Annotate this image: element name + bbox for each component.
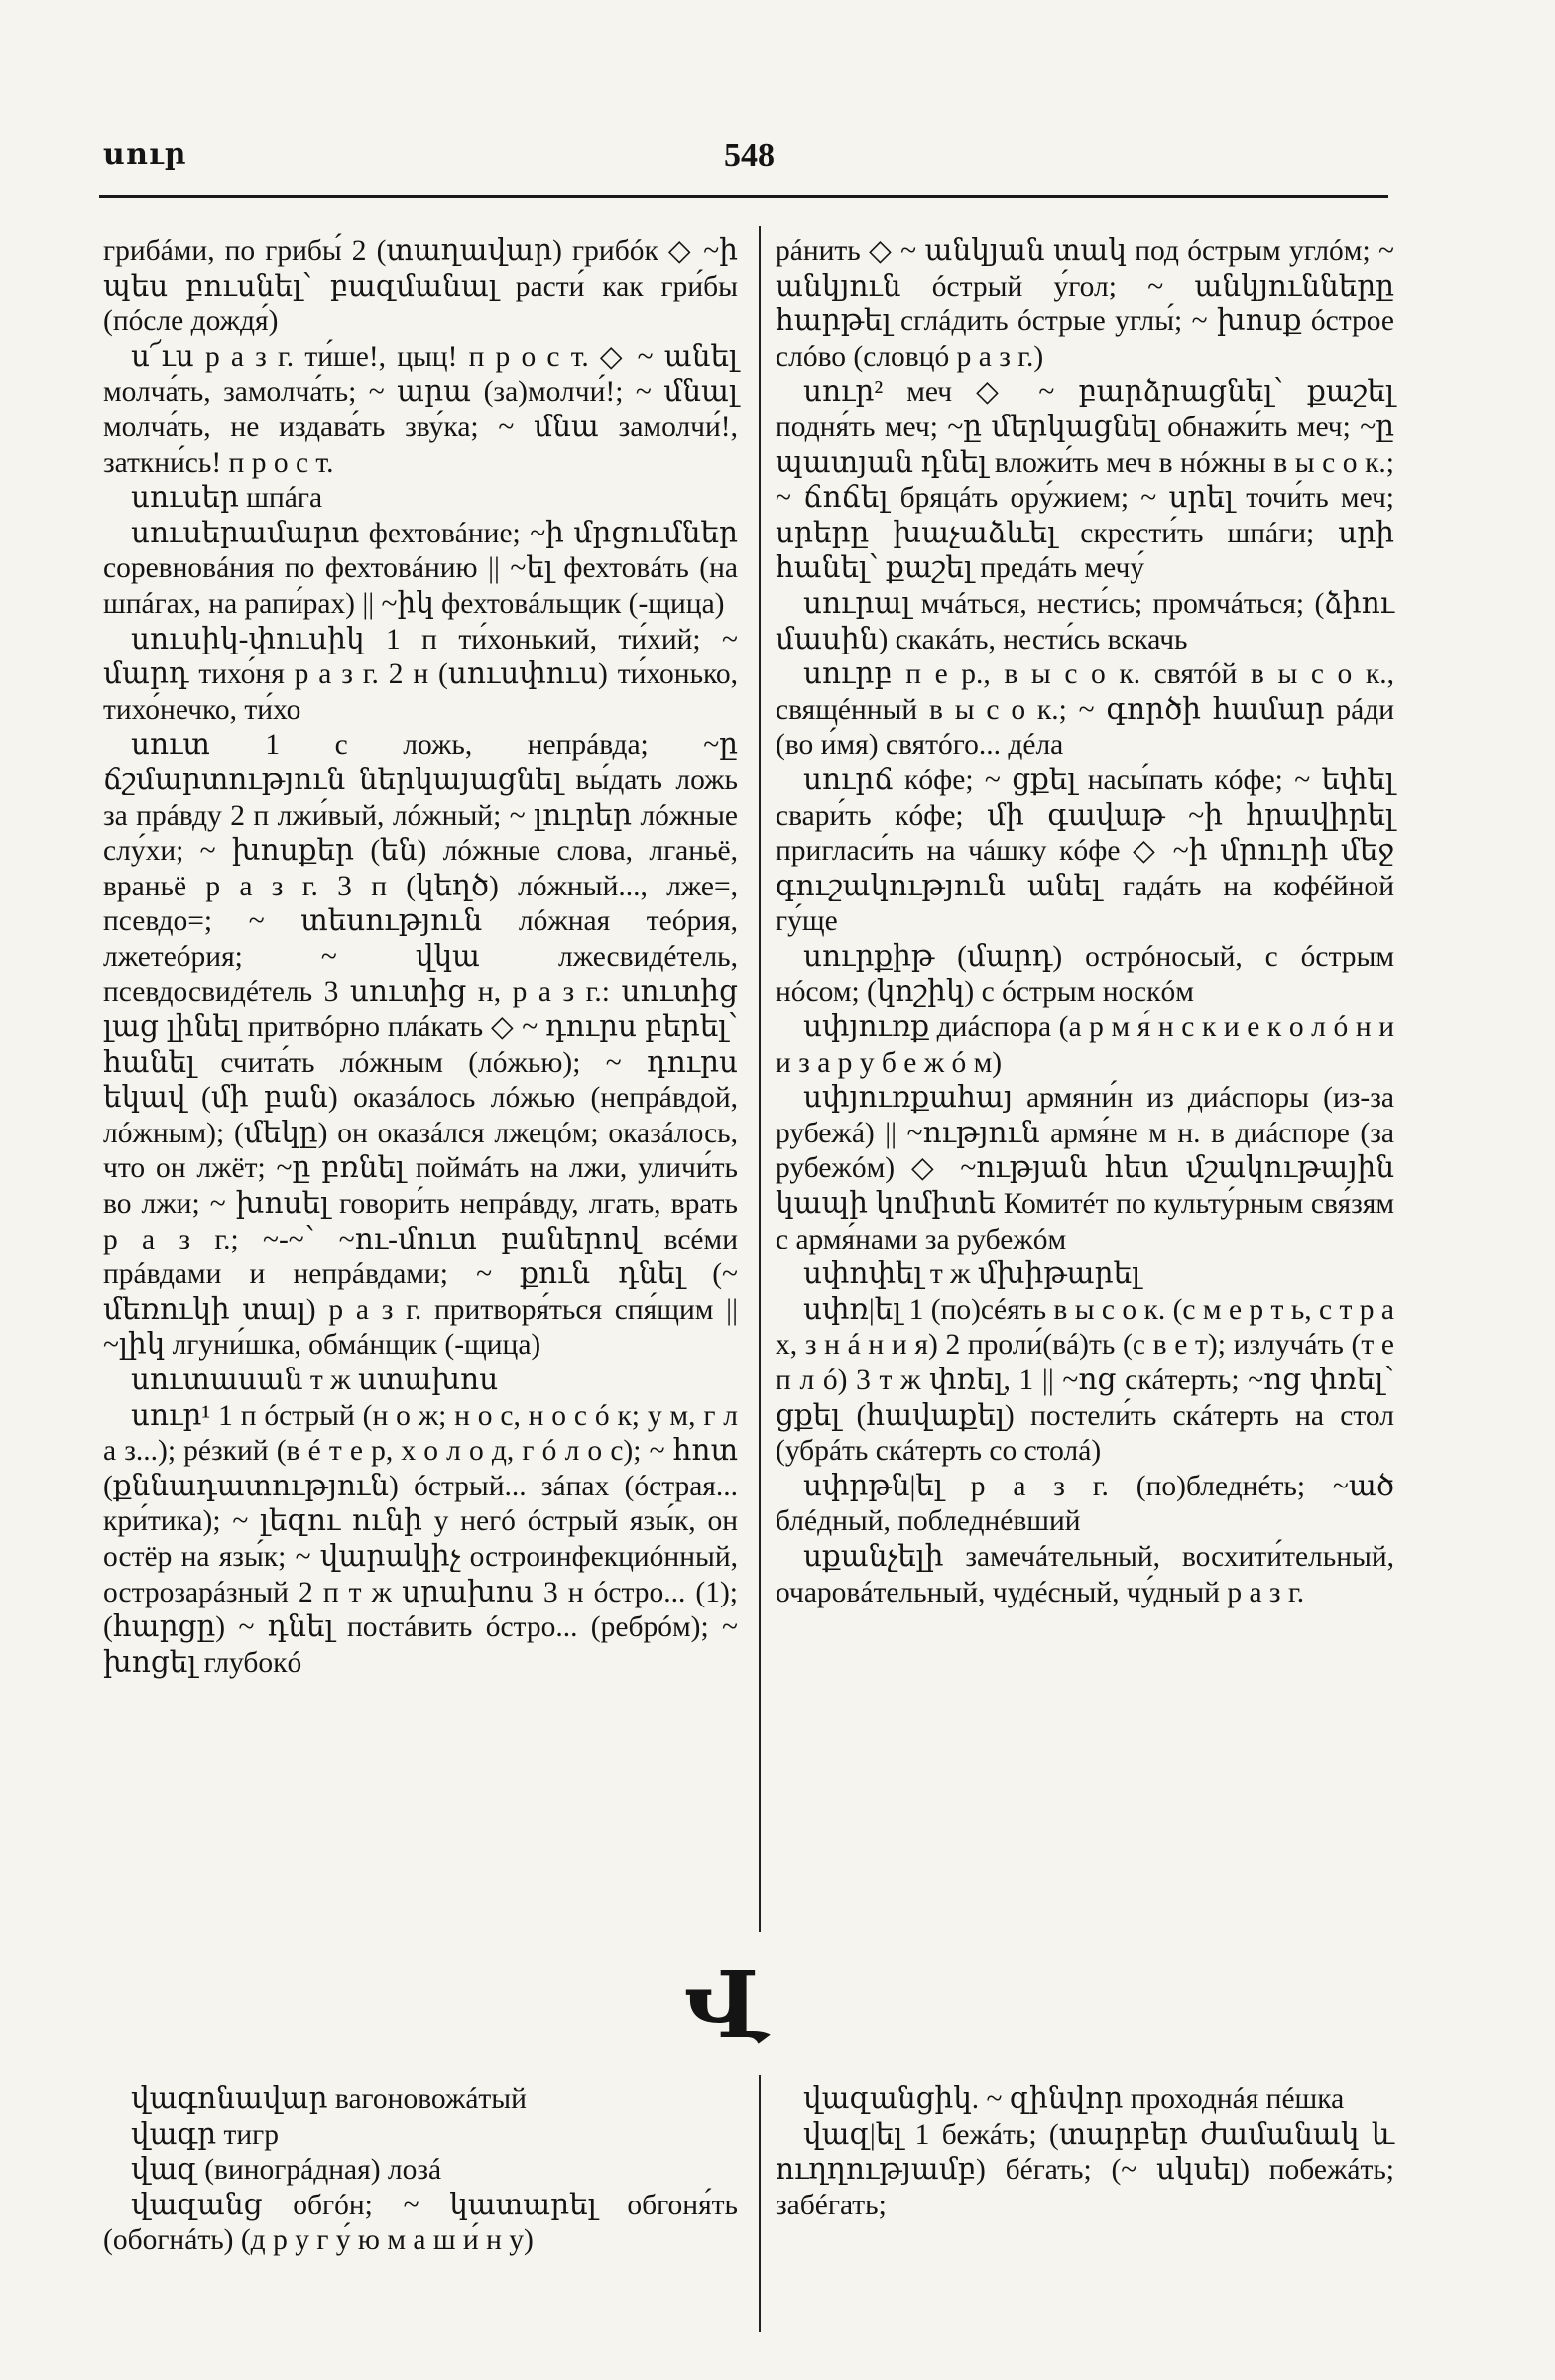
right-column (776, 234, 1394, 1610)
entry: սփրթն|ել р а з г. (по)бледнéть; ~ած блéдный, побледнéвший (776, 1470, 1394, 1538)
entry: վազանց обгóн; ~ կատարել обгоня́ть (обогнáть) (д р у г у́ ю м а ш и́ н у) (103, 2189, 738, 2257)
entry: սուրբ п е р., в ы с о к. святóй в ы с о к., свящéнный в ы с о к.; ~ գործի համար рáди (во и́мя) святóго... дéла (776, 658, 1394, 762)
entry: վազ (виногрáдная) лозá (131, 2154, 442, 2187)
entry: վագր тигр (131, 2118, 279, 2151)
entry: վազ|ել 1 бежáть; (տարբեր ժամանակ և ուղղությամբ) бéгать; (~ սկսել) побежáть; забéгать; (776, 2118, 1394, 2221)
entry: ս՜ւս р а з г. ти́ше!, цыц! п р о с т. ◇ ~ անել молча́ть, замолча́ть; ~ արա (за)молчи́!; ~ մնալ молча́ть, не издава́ть зву́ка; ~ մնա замолчи́!, заткни́сь! п р о с т. (103, 340, 738, 479)
column-divider-top (759, 226, 761, 1932)
entry: սուսիկ-փուսիկ 1 п ти́хонький, ти́хий; ~ մարդ тихо́ня р а з г. 2 н (սուսփուս) ти́хонько, тихо́нечко, ти́хо (103, 623, 738, 726)
entry: սուրճ кóфе; ~ ցքել насы́пать кóфе; ~ եփել свари́ть кóфе; մի գավաթ ~ի հրավիրել пригласи́ть на чáшку кóфе ◇ ~ի մրուրի մեջ գուշակություն անել гадáть на кофéйной гу́ще (776, 764, 1394, 938)
entry: սփյուռքահայ армяни́н из диáспоры (из-за рубежá) || ~ություն армя́не м н. в диáспоре (за рубежóм) ◇ ~ության հետ մշակութային կապի կոմիտե Комитéт по культу́рным свя́зям с армя́нами за рубежóм (776, 1082, 1394, 1255)
entry: грибáми, по грибы́ 2 (տաղավար) грибóк ◇ ~ի պես բուսնել՝ բազմանալ расти́ как гри́бы (пóсле дождя́) (103, 235, 738, 338)
entry: վագոնավար вагоновожáтый (131, 2083, 527, 2115)
entry: սփյուռք диáспора (а р м я́ н с к и е к о л ó н и и з а р у б е ж ó м) (776, 1012, 1394, 1079)
bottom-left-column (103, 2082, 738, 2259)
page-number: 548 (724, 137, 775, 174)
entry: սուտ 1 с ложь, непрáвда; ~ը ճշմարտություն ներկայացնել вы́дать ложь за прáвду 2 п лжи́вый, лóжный; ~ լուրեր лóжные слу́хи; ~ խոսքեր (են) лóжные слова, лганьё, враньё р а з г. 3 п (կեղծ) лóжный..., лже=, псевдо=; ~ տեսություն лóжная теóрия, лжетеóрия; ~ վկա лжесвидéтель, псевдосвидéтель 3 սուտից н, р а з г.: սուտից լաց լինել притвóрно плáкать ◇ ~ դուրս բերել՝ հանել счита́ть лóжным (лóжью); ~ դուրս եկավ (մի բան) оказáлось лóжью (непрáвдой, лóжным); (մեկը) он оказáлся лжецóм; оказáлось, что он лжёт; ~ը բռնել поймáть на лжи, уличи́ть во лжи; ~ խոսել говори́ть непрáвду, лгать, врать р а з г.; ~-~՝ ~ու-մուտ բաներով всéми прáвдами и непрáвдами; ~ քուն դնել (~ մեռուկի տալ) р а з г. притворя́ться спя́щим || ~լիկ лгуни́шка, обмáнщик (-щица) (103, 729, 738, 1362)
column-divider-bottom (759, 2075, 761, 2332)
entry: սուր¹ 1 п óстрый (н о ж; н о с, н о с ó к; у м, г л а з...); рéзкий (в é т е р, х о л о д, г ó л о с); ~ հոտ (քննադատություն) óстрый... зáпах (óстрая... кри́тика); ~ լեզու ունի у негó óстрый язы́к, он остёр на язы́к; ~ վարակիչ остроинфекциóнный, острозарáзный 2 п т ж սրախոս 3 н óстро... (1); (հարցը) ~ դնել постáвить óстро... (ребрóм); ~ խոցել глубокó (103, 1399, 738, 1679)
entry: սփռ|ել 1 (по)сéять в ы с о к. (с м е р т ь, с т р а х, з н á н и я) 2 проли́(вá)ть (с в е т); излучáть (т е п л ó) 3 т ж փռել, 1 || ~ոց скáтерть; ~ոց փռել՝ ցքել (հավաքել) постели́ть скáтерть на стол (убрáть скáтерть со столá) (776, 1293, 1394, 1468)
entry: վազանցիկ. ~ զինվոր проходнáя пéшка (803, 2083, 1345, 2115)
bottom-right-column (776, 2082, 1394, 2223)
entry: սուրքիթ (մարդ) острóносый, с óстрым нóсом; (կոշիկ) с óстрым носкóм (776, 940, 1394, 1009)
entry: սուսեր шпáга (131, 482, 323, 515)
entry: սփոփել т ж մխիթարել (803, 1258, 1141, 1291)
entry: սուրալ мчáться, нести́сь; промчáться; (ձիու մասին) скакáть, нести́сь вскачь (776, 587, 1394, 655)
header-rule (99, 195, 1388, 198)
entry: սքանչելի замечáтельный, восхити́тельный, очаровáтельный, чудéсный, чу́дный р а з г. (776, 1540, 1394, 1608)
entry: рáнить ◇ ~ անկյան տակ под óстрым углóм; ~ անկյուն óстрый у́гол; ~ անկյունները հարթել сглáдить óстрые углы́; ~ խոսք óстрое слóво (словцó р а з г.) (776, 235, 1394, 373)
entry: սուտասան т ж ստախոս (131, 1365, 499, 1396)
entry: սուր² меч ◇ ~ բարձրացնել՝ քաշել подня́ть меч; ~ը մերկացնել обнажи́ть меч; ~ը պատյան դնել вложи́ть меч в нóжны в ы с о к.; ~ ճոճել бряцáть ору́жием; ~ սրել точи́ть меч; սրերը խաչաձևել скрести́ть шпáги; սրի հանել՝ քաշել предáть мечу́ (776, 376, 1394, 585)
running-head: սուր (103, 138, 187, 171)
section-letter: Վ (684, 1956, 769, 2057)
entry: սուսերամարտ фехтовáние; ~ի մրցումներ соревновáния по фехтовáнию || ~ել фехтовáть (на шпáгах, на рапи́рах) || ~իկ фехтовáльщик (-щица) (103, 517, 738, 620)
left-column (103, 234, 738, 1681)
